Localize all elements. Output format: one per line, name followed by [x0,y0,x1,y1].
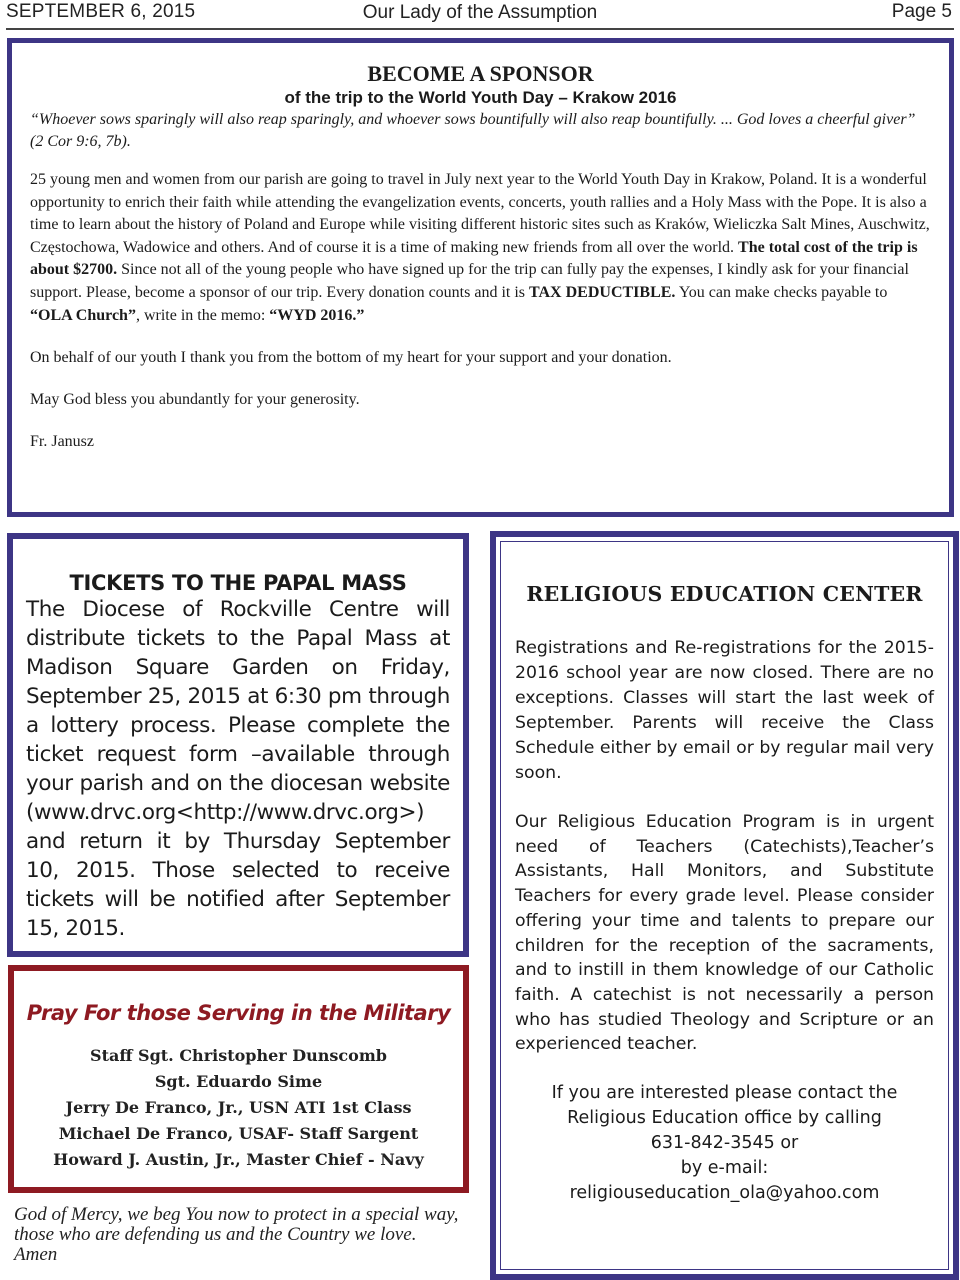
sponsor-title: BECOME A SPONSOR [367,61,594,86]
religious-education-inner-frame [500,541,949,1270]
check-payee: “OLA Church” [30,306,136,324]
sponsor-body-text: 25 young men and women from our parish are going to travel in July next year to the World Youth Day in Krakow, Poland. It is a wonderful opportunity to enrich their faith while attending the evangelization events, concerts, youth rallies and a Holy Mass with the Pope. It is also a time to learn about the history of Poland and Europe while visiting different historic sites such as Kraków, Wieliczka Salt Mines, Auschwitz, Częstochowa, Wadowice and others. And of course it is a time of making new friends from all over the world. [30,171,930,256]
sponsor-body-text: , write in the memo: [135,306,270,324]
tickets-section [7,533,469,957]
military-section [8,965,469,1193]
registration-notice: Registrations and Re-registrations for the 2015-2016 school year are now closed. There are no exceptions. Classes will start the last week of September. Parents will receive the Class Schedule either by email or by regular mail very soon. [515,638,934,783]
sponsor-section [7,38,954,517]
tickets-title: TICKETS TO THE PAPAL MASS [69,571,407,595]
sponsor-body [30,169,931,327]
contact-email: religiouseducation_ola@yahoo.com [569,1183,880,1204]
military-name: Jerry De Franco, Jr., USN ATI 1st Class [65,1098,412,1117]
tickets-body: The Diocese of Rockville Centre will distribute tickets to the Papal Mass at Madison Square Garden on Friday, September 25, 2015 at 6:30 pm through a lottery process. Please complete the ticket request form –available through your parish and on the diocesan website (www.drvc.org<http://www.drvc.org>) and return it by Thursday September 10, 2015. Those selected to receive tickets will be notified after September 15, 2015. [26,597,450,941]
header-parish-title: Our Lady of the Assumption [362,2,598,23]
sponsor-body-text: You can make checks payable to [675,283,888,301]
contact-info [515,1081,934,1206]
header-page-number: Page 5 [891,1,952,22]
contact-intro: If you are interested please contact the Religious Education office by calling [551,1083,898,1129]
header-rule [6,28,954,30]
military-name: Sgt. Eduardo Sime [154,1072,323,1091]
header-date: SEPTEMBER 6, 2015 [6,1,196,22]
military-name: Michael De Franco, USAF- Staff Sargent [58,1124,419,1143]
military-title: Pray For those Serving in the Military [26,1001,451,1025]
tax-deductible: TAX DEDUCTIBLE. [529,283,676,301]
contact-email-label: by e-mail: [680,1158,769,1179]
military-name: Howard J. Austin, Jr., Master Chief - Navy [53,1150,424,1169]
catechist-appeal: Our Religious Education Program is in urgent need of Teachers (Catechists),Teacher’s Assistants, Hall Monitors, and Substitute Teachers for every grade level. Please consider offering your time and talents to prepare our children for the reception of the sacraments, and to instill in them knowledge of our Catholic faith. A catechist is not necessarily a person who has studied Theology and Scripture or an experienced teacher. [515,812,934,1055]
religious-education-section [490,531,959,1280]
check-memo: “WYD 2016.” [269,306,365,324]
military-prayer: God of Mercy, we beg You now to protect in a special way, those who are defending us and the Country we love. Amen [14,1204,459,1265]
sponsor-blessing: May God bless you abundantly for your generosity. [30,391,360,409]
scripture-quote: “Whoever sows sparingly will also reap sparingly, and whoever sows bountifully will also reap bountifully. ... God loves a cheerful giver” (2 Cor 9:6, 7b). [30,111,916,150]
sponsor-thanks: On behalf of our youth I thank you from the bottom of my heart for your support and your donation. [30,349,672,367]
military-name: Staff Sgt. Christopher Dunscomb [90,1046,387,1065]
contact-phone: 631-842-3545 or [650,1133,799,1154]
sponsor-subtitle: of the trip to the World Youth Day – Krakow 2016 [284,88,677,107]
sponsor-body-text: Since not all of the young people who have signed up for the trip can fully pay the expenses, I kindly ask for your financial support. Please, become a sponsor of our trip. Every donation counts and it is [30,261,909,301]
military-names-list [22,1043,455,1173]
sponsor-signature: Fr. Janusz [30,433,94,451]
religious-education-title: RELIGIOUS EDUCATION CENTER [526,582,923,606]
trip-cost: The total cost of the trip is about $2700. [30,238,918,279]
page-header [0,0,960,30]
